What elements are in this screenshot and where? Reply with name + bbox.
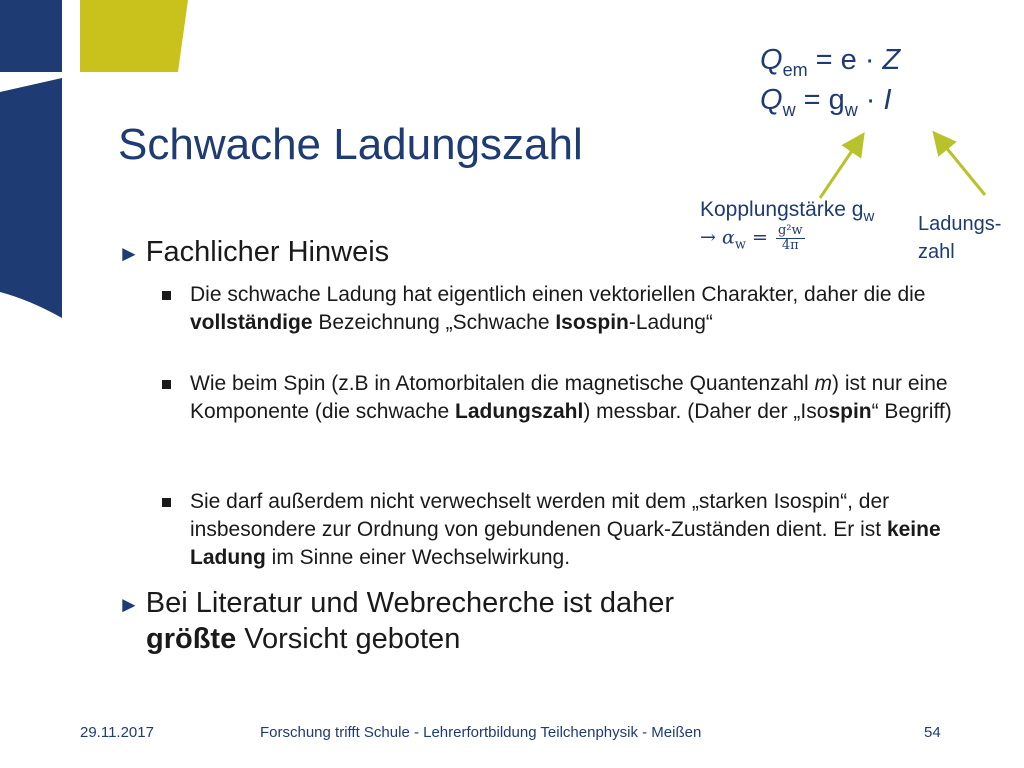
section-heading-hinweis: ► Fachlicher Hinweis — [118, 236, 390, 268]
footer-title: Forschung trifft Schule - Lehrerfortbildung Teilchenphysik - Meißen — [260, 724, 702, 741]
square-bullet-icon — [162, 498, 171, 507]
formula-qw: $Q_w = g_w \cdot I$ — [760, 84, 892, 120]
coupling-strength-label: Kopplungstärke $g_w$ — [700, 198, 875, 226]
charge-number-label: Ladungs- zahl — [918, 213, 1002, 263]
bullet-item-2: Wie beim Spin (z.B in Atomorbitalen die magnetische Quantenzahl m) ist nur eine Komponente (die schwache Ladungszahl) messbar. (Daher der „Isospin“ Begriff) — [162, 370, 1002, 426]
footer-date: 29.11.2017 — [80, 724, 154, 741]
section-heading-literatur: ► Bei Literatur und Webrecherche ist daher größte Vorsicht geboten — [118, 587, 674, 655]
arrow-to-gw — [820, 142, 858, 198]
triangle-bullet-icon: ► — [118, 241, 140, 266]
bullet-item-1: Die schwache Ladung hat eigentlich einen vektoriellen Charakter, daher die die vollständige Bezeichnung „Schwache Isospin-Ladung“ — [162, 281, 1002, 337]
square-bullet-icon — [162, 380, 171, 389]
triangle-bullet-icon: ► — [118, 592, 140, 617]
square-bullet-icon — [162, 291, 171, 300]
arrow-to-i — [940, 140, 985, 195]
page-number: 54 — [924, 724, 941, 741]
slide-title: Schwache Ladungszahl — [118, 120, 583, 169]
bullet-item-3: Sie darf außerdem nicht verwechselt werden mit dem „starken Isospin“, der insbesondere zur Ordnung von gebundenen Quark-Zuständen dient. Er ist keine Ladung im Sinne einer Wechselwirkung. — [162, 488, 1002, 572]
alpha-formula: → $\alpha_w$ = $\frac{\text{g²w}}{4\pi}$ — [700, 223, 803, 253]
formula-qem: $Q_{em} = e \cdot Z$ — [760, 44, 901, 80]
